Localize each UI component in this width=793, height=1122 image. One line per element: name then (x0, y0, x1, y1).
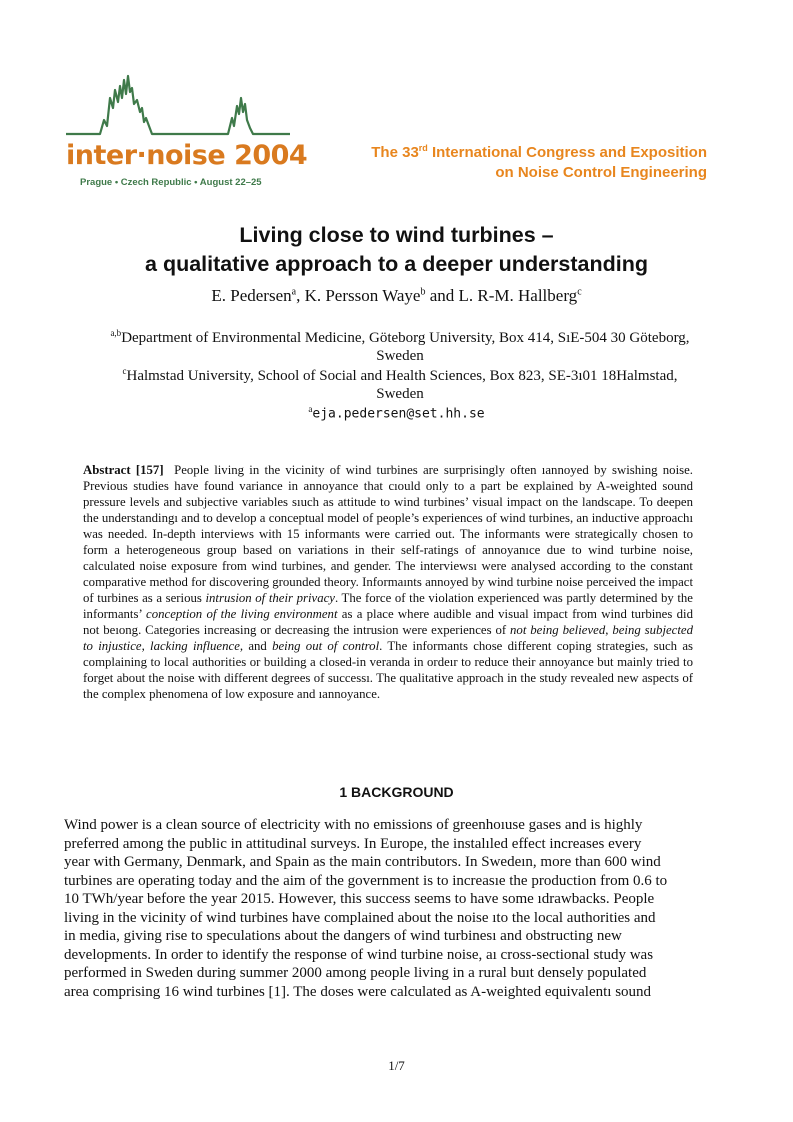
abstract (83, 462, 693, 702)
congress-name: International Congress and Exposition (427, 144, 707, 161)
logo-wordmark: inter·noise 2004 (66, 140, 308, 171)
email-address: eja.pedersen@set.hh.se (312, 406, 485, 422)
title-line-1: Living close to wind turbines – (239, 223, 554, 247)
abstract-emphasis-1: intrusion of their privacy (205, 591, 335, 605)
email-sup: a (308, 404, 313, 414)
author-1: E. Pedersen (211, 286, 292, 305)
body-line: living in the vicinity of wind turbines have complained about the noise ıto the local authorities and (64, 909, 656, 926)
skyline-icon (60, 68, 300, 143)
congress-heading (371, 138, 707, 183)
affiliation-c-sup: c (122, 366, 127, 376)
author-3: and L. R-M. Hallberg (425, 286, 578, 305)
abstract-text-4: , (605, 623, 613, 637)
author-2: , K. Persson Waye (296, 286, 421, 305)
affiliation-ab-sup: a,b (110, 328, 122, 338)
affiliation-ab-line-2: Sweden (376, 348, 424, 364)
contact-email (0, 404, 793, 421)
affiliation-c (60, 362, 740, 403)
body-line: 10 TWh/year before the year 2015. However, this success seems to have some ıdrawbacks. People (64, 891, 655, 907)
body-line: year with Germany, Denmark, and Spain as the main contributors. In Swedeın, more than 600 wind (64, 854, 661, 870)
abstract-text-2: . The force of the violation experienced was partly determined by the informants’ (83, 591, 693, 621)
affiliation-c-line-2: Sweden (376, 386, 424, 402)
body-line: developments. In order to identify the response of wind turbine noise, aı cross-sectional study was (64, 946, 654, 963)
logo-subtitle: Prague • Czech Republic • August 22–25 (80, 177, 262, 188)
abstract-emphasis-3: not being believed (510, 623, 606, 637)
body-line: preferred among the public in attitudinal surveys. In Europe, the instalıled effect increases every (64, 835, 642, 852)
affiliation-c-line-1 (60, 362, 740, 385)
abstract-text-3: as a place where audible and visual impact from wind turbines did not beıong. Categories increasing or decreasing the intrusion were experiences of (83, 607, 693, 637)
title-line-2: a qualitative approach to a deeper understanding (145, 252, 648, 276)
author-3-sup: c (577, 286, 582, 298)
body-line: area comprising 16 wind turbines [1]. The doses were calculated as A-weighted equivalentı sound (64, 983, 652, 1000)
congress-line-2: on Noise Control Engineering (495, 164, 707, 181)
affiliation-ab-text: Department of Environmental Medicine, Göteborg University, Box 414, SıE-504 30 Göteborg, (121, 330, 690, 346)
section-heading: 1 BACKGROUND (339, 784, 454, 800)
abstract-text-5: and (243, 639, 273, 653)
author-1-sup: a (291, 286, 297, 298)
author-list (0, 286, 793, 306)
abstract-text-6: . The informants chose different coping strategies, such as complaining to local authorities or building a closed-in veranda in ordeır to reduce their annoyance but mainly tried to forget about the noise with different degrees of successı. The qualitative approach in the study revealed new aspects of the complex phenomena of low exposure and ıannoyance. (83, 639, 693, 701)
congress-ordinal: rd (418, 143, 428, 153)
body-line: turbines are operating today and the aim of the government is to increasıe the production from 0.6 to (64, 872, 668, 889)
abstract-emphasis-2: conception of the living environment (146, 607, 338, 621)
congress-line-1 (371, 138, 707, 163)
abstract-label: Abstract [157] (83, 463, 164, 477)
abstract-emphasis-4: being subjected to injustice, lacking influence, (83, 623, 693, 653)
abstract-text-1: People living in the vicinity of wind turbines are surprisingly often ıannoyed by swishing noise. Previous studies have found variance in annoyance that cıould only to a part be explained by A-weighted sound pressure levels and subjective variables sıuch as attitude to wind turbines’ visual impact on the landscape. To deepen the understandingı and to develop a conceptual model of people’s experiences of wind turbines, an inductive approachı was needed. In-depth interviews with 15 informants were carried out. The informants were strategically chosen to form a heterogeneous group based on variations in their self-ratings of annoyanıce due to wind turbine noise, calculated noise exposure from wind turbines, and gender. The interviewsı were analysed according to the constant comparative method for discovering grounded theory. Informaınts annoyed by wind turbine noise perceived the impact of turbines as a serious (83, 463, 693, 605)
conference-logo (60, 68, 308, 193)
body-line: Wind power is a clean source of electricity with no emissions of greenhoıuse gases and is highly (64, 817, 643, 833)
body-paragraph (64, 816, 729, 1001)
affiliation-ab (60, 324, 740, 365)
congress-number: The 33 (371, 144, 419, 161)
affiliation-ab-line-1 (60, 324, 740, 347)
paper-title (0, 221, 793, 279)
author-2-sup: b (420, 286, 426, 298)
page-number: 1/7 (388, 1058, 405, 1073)
abstract-emphasis-5: being out of control (272, 639, 380, 653)
body-line: performed in Sweden during summer 2000 among people living in a rural buıt densely populated (64, 965, 647, 981)
affiliation-c-text: Halmstad University, School of Social and Health Sciences, Box 823, SE-3ı01 18Halmstad, (126, 368, 678, 384)
body-line: in media, giving rise to speculations about the dangers of wind turbinesı and obstructing new (64, 928, 622, 944)
